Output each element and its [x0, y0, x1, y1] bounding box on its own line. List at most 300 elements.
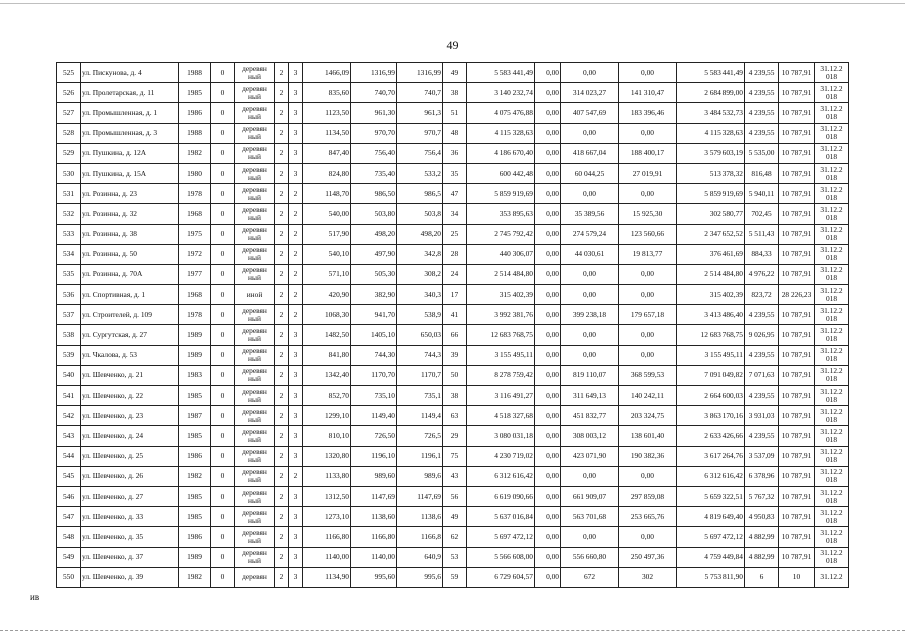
cell-col-zero-cost: 0,00	[535, 547, 561, 567]
table-row	[57, 446, 849, 466]
housing-register-table	[56, 62, 849, 588]
cell-col-zero: 0	[211, 446, 235, 466]
cell-max-unit-cost: 10 787,91	[779, 325, 815, 345]
cell-owners-share: 819 110,07	[561, 365, 619, 385]
cell-due-date: 31.12.2 018	[815, 103, 849, 123]
cell-wall-material: деревян ный	[235, 547, 275, 567]
cell-address: ул. Спортивная, д. 1	[81, 285, 179, 305]
cell-apartments-area: 989,6	[397, 466, 443, 486]
table-row	[57, 264, 849, 284]
table-row	[57, 345, 849, 365]
cell-fund-share: 7 091 049,82	[677, 365, 745, 385]
cell-floors: 2	[275, 123, 289, 143]
cell-build-year: 1977	[179, 264, 211, 284]
cell-floors: 2	[275, 365, 289, 385]
cell-total-cost: 5 697 472,12	[467, 527, 535, 547]
cell-apartments-area: 961,3	[397, 103, 443, 123]
table-row	[57, 285, 849, 305]
cell-wall-material: деревян ный	[235, 224, 275, 244]
cell-build-year: 1985	[179, 486, 211, 506]
cell-col-zero-cost: 0,00	[535, 426, 561, 446]
cell-residents: 38	[443, 83, 467, 103]
cell-residents: 49	[443, 63, 467, 83]
cell-owners-share: 556 660,80	[561, 547, 619, 567]
cell-residents: 43	[443, 466, 467, 486]
cell-address: ул. Шевченко, д. 21	[81, 365, 179, 385]
cell-build-year: 1982	[179, 143, 211, 163]
cell-wall-material: деревян ный	[235, 446, 275, 466]
cell-address: ул. Шевченко, д. 22	[81, 386, 179, 406]
cell-due-date: 31.12.2 018	[815, 285, 849, 305]
cell-floors: 2	[275, 466, 289, 486]
cell-total-cost: 5 637 016,84	[467, 507, 535, 527]
cell-floors: 2	[275, 63, 289, 83]
cell-total-cost: 3 116 491,27	[467, 386, 535, 406]
cell-total-area: 1134,90	[303, 567, 351, 587]
cell-apartments-area: 342,8	[397, 244, 443, 264]
cell-entrances: 2	[289, 285, 303, 305]
cell-build-year: 1986	[179, 103, 211, 123]
cell-build-year: 1975	[179, 224, 211, 244]
cell-address: ул. Чкалова, д. 53	[81, 345, 179, 365]
cell-col-zero-cost: 0,00	[535, 325, 561, 345]
cell-max-unit-cost: 10	[779, 567, 815, 587]
cell-max-unit-cost: 10 787,91	[779, 63, 815, 83]
cell-due-date: 31.12.2 018	[815, 264, 849, 284]
cell-living-area: 744,30	[351, 345, 397, 365]
cell-entrances: 3	[289, 426, 303, 446]
cell-col-zero: 0	[211, 365, 235, 385]
cell-floors: 2	[275, 325, 289, 345]
cell-owners-share: 418 667,04	[561, 143, 619, 163]
cell-unit-cost: 4 882,99	[745, 527, 779, 547]
cell-due-date: 31.12.2 018	[815, 406, 849, 426]
cell-fund-share: 5 753 811,90	[677, 567, 745, 587]
cell-due-date: 31.12.2 018	[815, 386, 849, 406]
cell-municipal-share: 188 400,17	[619, 143, 677, 163]
cell-wall-material: деревян ный	[235, 163, 275, 183]
cell-unit-cost: 5 767,32	[745, 486, 779, 506]
cell-due-date: 31.12.2 018	[815, 345, 849, 365]
cell-apartments-area: 1149,4	[397, 406, 443, 426]
cell-living-area: 1147,69	[351, 486, 397, 506]
cell-apartments-area: 1316,99	[397, 63, 443, 83]
cell-owners-share: 274 579,24	[561, 224, 619, 244]
cell-row-number: 535	[57, 264, 81, 284]
cell-apartments-area: 640,9	[397, 547, 443, 567]
cell-residents: 39	[443, 345, 467, 365]
cell-col-zero: 0	[211, 285, 235, 305]
table-row	[57, 143, 849, 163]
cell-living-area: 970,70	[351, 123, 397, 143]
cell-row-number: 542	[57, 406, 81, 426]
cell-municipal-share: 123 560,66	[619, 224, 677, 244]
cell-total-area: 540,00	[303, 204, 351, 224]
cell-address: ул. Розинна, д. 32	[81, 204, 179, 224]
cell-build-year: 1986	[179, 527, 211, 547]
cell-total-area: 1140,00	[303, 547, 351, 567]
cell-floors: 2	[275, 103, 289, 123]
cell-col-zero-cost: 0,00	[535, 466, 561, 486]
cell-unit-cost: 4 239,55	[745, 345, 779, 365]
cell-municipal-share: 0,00	[619, 63, 677, 83]
table-row	[57, 547, 849, 567]
cell-address: ул. Сургутская, д. 27	[81, 325, 179, 345]
table-row	[57, 103, 849, 123]
cell-row-number: 531	[57, 184, 81, 204]
cell-total-area: 1133,80	[303, 466, 351, 486]
cell-owners-share: 311 649,13	[561, 386, 619, 406]
cell-build-year: 1989	[179, 345, 211, 365]
cell-address: ул. Промышленная, д. 3	[81, 123, 179, 143]
table-row	[57, 163, 849, 183]
cell-floors: 2	[275, 285, 289, 305]
cell-row-number: 547	[57, 507, 81, 527]
cell-col-zero-cost: 0,00	[535, 507, 561, 527]
bottom-edge-line	[0, 630, 905, 632]
cell-total-cost: 4 518 327,68	[467, 406, 535, 426]
cell-unit-cost: 702,45	[745, 204, 779, 224]
cell-apartments-area: 538,9	[397, 305, 443, 325]
cell-wall-material: деревян ный	[235, 466, 275, 486]
cell-total-cost: 2 514 484,80	[467, 264, 535, 284]
cell-wall-material: деревян ный	[235, 426, 275, 446]
cell-wall-material: деревян ный	[235, 244, 275, 264]
cell-owners-share: 0,00	[561, 123, 619, 143]
cell-owners-share: 60 044,25	[561, 163, 619, 183]
cell-residents: 56	[443, 486, 467, 506]
cell-row-number: 538	[57, 325, 81, 345]
cell-col-zero-cost: 0,00	[535, 386, 561, 406]
cell-unit-cost: 4 239,55	[745, 426, 779, 446]
cell-address: ул. Промышленная, д. 1	[81, 103, 179, 123]
cell-address: ул. Шевченко, д. 33	[81, 507, 179, 527]
cell-wall-material: деревян ный	[235, 184, 275, 204]
cell-fund-share: 5 859 919,69	[677, 184, 745, 204]
cell-fund-share: 5 659 322,51	[677, 486, 745, 506]
cell-fund-share: 3 617 264,76	[677, 446, 745, 466]
cell-residents: 17	[443, 285, 467, 305]
cell-due-date: 31.12.2	[815, 567, 849, 587]
cell-fund-share: 5 583 441,49	[677, 63, 745, 83]
cell-living-area: 1138,60	[351, 507, 397, 527]
cell-fund-share: 2 684 899,00	[677, 83, 745, 103]
cell-apartments-area: 1170,7	[397, 365, 443, 385]
cell-col-zero-cost: 0,00	[535, 365, 561, 385]
cell-entrances: 2	[289, 264, 303, 284]
cell-municipal-share: 368 599,53	[619, 365, 677, 385]
cell-municipal-share: 190 382,36	[619, 446, 677, 466]
cell-address: ул. Пушкина, д. 15А	[81, 163, 179, 183]
cell-col-zero: 0	[211, 123, 235, 143]
cell-fund-share: 2 664 600,03	[677, 386, 745, 406]
cell-municipal-share: 297 859,08	[619, 486, 677, 506]
cell-living-area: 1170,70	[351, 365, 397, 385]
cell-unit-cost: 4 239,55	[745, 103, 779, 123]
cell-address: ул. Шевченко, д. 25	[81, 446, 179, 466]
cell-floors: 2	[275, 163, 289, 183]
cell-row-number: 533	[57, 224, 81, 244]
cell-total-area: 1166,80	[303, 527, 351, 547]
cell-max-unit-cost: 10 787,91	[779, 224, 815, 244]
cell-total-cost: 8 278 759,42	[467, 365, 535, 385]
cell-due-date: 31.12.2 018	[815, 163, 849, 183]
cell-living-area: 1149,40	[351, 406, 397, 426]
cell-living-area: 505,30	[351, 264, 397, 284]
cell-entrances: 3	[289, 406, 303, 426]
cell-fund-share: 3 579 603,19	[677, 143, 745, 163]
cell-unit-cost: 4 239,55	[745, 386, 779, 406]
cell-residents: 63	[443, 406, 467, 426]
cell-apartments-area: 1147,69	[397, 486, 443, 506]
table-row	[57, 244, 849, 264]
cell-municipal-share: 0,00	[619, 527, 677, 547]
cell-due-date: 31.12.2 018	[815, 527, 849, 547]
cell-residents: 25	[443, 224, 467, 244]
cell-unit-cost: 6	[745, 567, 779, 587]
cell-unit-cost: 4 239,55	[745, 83, 779, 103]
table-row	[57, 184, 849, 204]
cell-fund-share: 376 461,69	[677, 244, 745, 264]
cell-fund-share: 3 413 486,40	[677, 305, 745, 325]
cell-total-area: 1123,50	[303, 103, 351, 123]
cell-fund-share: 2 514 484,80	[677, 264, 745, 284]
cell-total-area: 1068,30	[303, 305, 351, 325]
cell-wall-material: иной	[235, 285, 275, 305]
cell-due-date: 31.12.2 018	[815, 547, 849, 567]
cell-total-area: 1148,70	[303, 184, 351, 204]
cell-fund-share: 4 115 328,63	[677, 123, 745, 143]
cell-max-unit-cost: 10 787,91	[779, 163, 815, 183]
cell-living-area: 756,40	[351, 143, 397, 163]
cell-apartments-area: 1138,6	[397, 507, 443, 527]
table-row	[57, 406, 849, 426]
cell-total-cost: 600 442,48	[467, 163, 535, 183]
cell-unit-cost: 4 950,83	[745, 507, 779, 527]
cell-wall-material: деревян ный	[235, 143, 275, 163]
cell-row-number: 544	[57, 446, 81, 466]
cell-row-number: 527	[57, 103, 81, 123]
cell-owners-share: 563 701,68	[561, 507, 619, 527]
cell-unit-cost: 4 239,55	[745, 123, 779, 143]
cell-wall-material: деревян ный	[235, 527, 275, 547]
cell-unit-cost: 5 511,43	[745, 224, 779, 244]
cell-max-unit-cost: 10 787,91	[779, 123, 815, 143]
cell-unit-cost: 4 239,55	[745, 63, 779, 83]
cell-row-number: 543	[57, 426, 81, 446]
cell-unit-cost: 5 940,11	[745, 184, 779, 204]
page-number: 49	[446, 38, 459, 52]
cell-total-area: 540,10	[303, 244, 351, 264]
cell-entrances: 3	[289, 527, 303, 547]
cell-municipal-share: 141 310,47	[619, 83, 677, 103]
cell-residents: 75	[443, 446, 467, 466]
cell-fund-share: 302 580,77	[677, 204, 745, 224]
cell-municipal-share: 138 601,40	[619, 426, 677, 446]
cell-living-area: 1196,10	[351, 446, 397, 466]
cell-col-zero-cost: 0,00	[535, 244, 561, 264]
cell-wall-material: деревян ный	[235, 63, 275, 83]
cell-max-unit-cost: 10 787,91	[779, 527, 815, 547]
cell-address: ул. Шевченко, д. 26	[81, 466, 179, 486]
cell-apartments-area: 498,20	[397, 224, 443, 244]
table-row	[57, 204, 849, 224]
cell-municipal-share: 0,00	[619, 184, 677, 204]
cell-build-year: 1982	[179, 466, 211, 486]
cell-total-area: 1342,40	[303, 365, 351, 385]
cell-municipal-share: 250 497,36	[619, 547, 677, 567]
cell-entrances: 3	[289, 143, 303, 163]
cell-address: ул. Шевченко, д. 23	[81, 406, 179, 426]
cell-col-zero-cost: 0,00	[535, 446, 561, 466]
cell-municipal-share: 179 657,18	[619, 305, 677, 325]
cell-row-number: 546	[57, 486, 81, 506]
cell-max-unit-cost: 10 787,91	[779, 143, 815, 163]
cell-fund-share: 2 633 426,66	[677, 426, 745, 446]
cell-living-area: 497,90	[351, 244, 397, 264]
cell-total-cost: 5 859 919,69	[467, 184, 535, 204]
cell-build-year: 1989	[179, 547, 211, 567]
cell-living-area: 995,60	[351, 567, 397, 587]
cell-col-zero: 0	[211, 547, 235, 567]
cell-col-zero: 0	[211, 527, 235, 547]
table-row	[57, 527, 849, 547]
cell-total-area: 835,60	[303, 83, 351, 103]
cell-owners-share: 44 030,61	[561, 244, 619, 264]
cell-floors: 2	[275, 184, 289, 204]
cell-fund-share: 5 697 472,12	[677, 527, 745, 547]
cell-total-area: 517,90	[303, 224, 351, 244]
cell-municipal-share: 203 324,75	[619, 406, 677, 426]
cell-apartments-area: 986,5	[397, 184, 443, 204]
cell-col-zero: 0	[211, 345, 235, 365]
cell-floors: 2	[275, 83, 289, 103]
cell-max-unit-cost: 10 787,91	[779, 507, 815, 527]
cell-residents: 48	[443, 123, 467, 143]
cell-col-zero: 0	[211, 305, 235, 325]
cell-floors: 2	[275, 446, 289, 466]
cell-residents: 62	[443, 527, 467, 547]
cell-total-cost: 2 745 792,42	[467, 224, 535, 244]
cell-max-unit-cost: 10 787,91	[779, 446, 815, 466]
cell-row-number: 541	[57, 386, 81, 406]
cell-entrances: 2	[289, 466, 303, 486]
cell-total-area: 1320,80	[303, 446, 351, 466]
cell-build-year: 1989	[179, 325, 211, 345]
cell-floors: 2	[275, 486, 289, 506]
cell-entrances: 3	[289, 103, 303, 123]
cell-municipal-share: 183 396,46	[619, 103, 677, 123]
cell-municipal-share: 27 019,91	[619, 163, 677, 183]
cell-col-zero: 0	[211, 406, 235, 426]
cell-owners-share: 35 389,56	[561, 204, 619, 224]
cell-total-cost: 6 312 616,42	[467, 466, 535, 486]
cell-apartments-area: 744,3	[397, 345, 443, 365]
cell-residents: 36	[443, 143, 467, 163]
cell-municipal-share: 0,00	[619, 285, 677, 305]
cell-entrances: 3	[289, 365, 303, 385]
cell-max-unit-cost: 10 787,91	[779, 305, 815, 325]
cell-entrances: 3	[289, 386, 303, 406]
cell-floors: 2	[275, 406, 289, 426]
cell-col-zero: 0	[211, 63, 235, 83]
cell-total-area: 1273,10	[303, 507, 351, 527]
cell-unit-cost: 3 931,03	[745, 406, 779, 426]
cell-max-unit-cost: 10 787,91	[779, 83, 815, 103]
cell-living-area: 726,50	[351, 426, 397, 446]
cell-due-date: 31.12.2 018	[815, 143, 849, 163]
cell-owners-share: 0,00	[561, 285, 619, 305]
cell-floors: 2	[275, 143, 289, 163]
cell-row-number: 529	[57, 143, 81, 163]
cell-col-zero: 0	[211, 466, 235, 486]
cell-row-number: 539	[57, 345, 81, 365]
cell-wall-material: деревян ный	[235, 345, 275, 365]
cell-living-area: 503,80	[351, 204, 397, 224]
cell-apartments-area: 995,6	[397, 567, 443, 587]
cell-wall-material: деревян ный	[235, 305, 275, 325]
table-row	[57, 567, 849, 587]
cell-max-unit-cost: 10 787,91	[779, 345, 815, 365]
cell-total-area: 420,90	[303, 285, 351, 305]
cell-due-date: 31.12.2 018	[815, 305, 849, 325]
cell-col-zero: 0	[211, 204, 235, 224]
cell-entrances: 3	[289, 345, 303, 365]
cell-owners-share: 0,00	[561, 527, 619, 547]
cell-max-unit-cost: 10 787,91	[779, 184, 815, 204]
cell-living-area: 740,70	[351, 83, 397, 103]
cell-due-date: 31.12.2 018	[815, 123, 849, 143]
cell-living-area: 1316,99	[351, 63, 397, 83]
cell-address: ул. Розинна, д. 70А	[81, 264, 179, 284]
cell-row-number: 526	[57, 83, 81, 103]
cell-due-date: 31.12.2 018	[815, 224, 849, 244]
cell-wall-material: деревян ный	[235, 204, 275, 224]
cell-address: ул. Розинна, д. 23	[81, 184, 179, 204]
cell-wall-material: деревян ный	[235, 507, 275, 527]
cell-entrances: 2	[289, 224, 303, 244]
cell-due-date: 31.12.2 018	[815, 83, 849, 103]
cell-total-cost: 5 566 608,00	[467, 547, 535, 567]
cell-entrances: 3	[289, 325, 303, 345]
cell-municipal-share: 0,00	[619, 325, 677, 345]
cell-total-cost: 4 115 328,63	[467, 123, 535, 143]
cell-residents: 29	[443, 426, 467, 446]
cell-fund-share: 3 863 170,16	[677, 406, 745, 426]
cell-max-unit-cost: 10 787,91	[779, 406, 815, 426]
table-row	[57, 325, 849, 345]
cell-address: ул. Шевченко, д. 37	[81, 547, 179, 567]
cell-unit-cost: 4 239,55	[745, 305, 779, 325]
cell-apartments-area: 970,7	[397, 123, 443, 143]
cell-apartments-area: 735,1	[397, 386, 443, 406]
cell-due-date: 31.12.2 018	[815, 486, 849, 506]
cell-municipal-share: 140 242,11	[619, 386, 677, 406]
cell-total-cost: 3 992 381,76	[467, 305, 535, 325]
cell-row-number: 550	[57, 567, 81, 587]
cell-living-area: 989,60	[351, 466, 397, 486]
cell-build-year: 1978	[179, 184, 211, 204]
cell-col-zero-cost: 0,00	[535, 486, 561, 506]
cell-wall-material: деревян	[235, 567, 275, 587]
cell-max-unit-cost: 28 226,23	[779, 285, 815, 305]
cell-due-date: 31.12.2 018	[815, 507, 849, 527]
cell-total-area: 824,80	[303, 163, 351, 183]
table-row	[57, 83, 849, 103]
cell-wall-material: деревян ный	[235, 406, 275, 426]
cell-fund-share: 315 402,39	[677, 285, 745, 305]
cell-fund-share: 3 484 532,73	[677, 103, 745, 123]
